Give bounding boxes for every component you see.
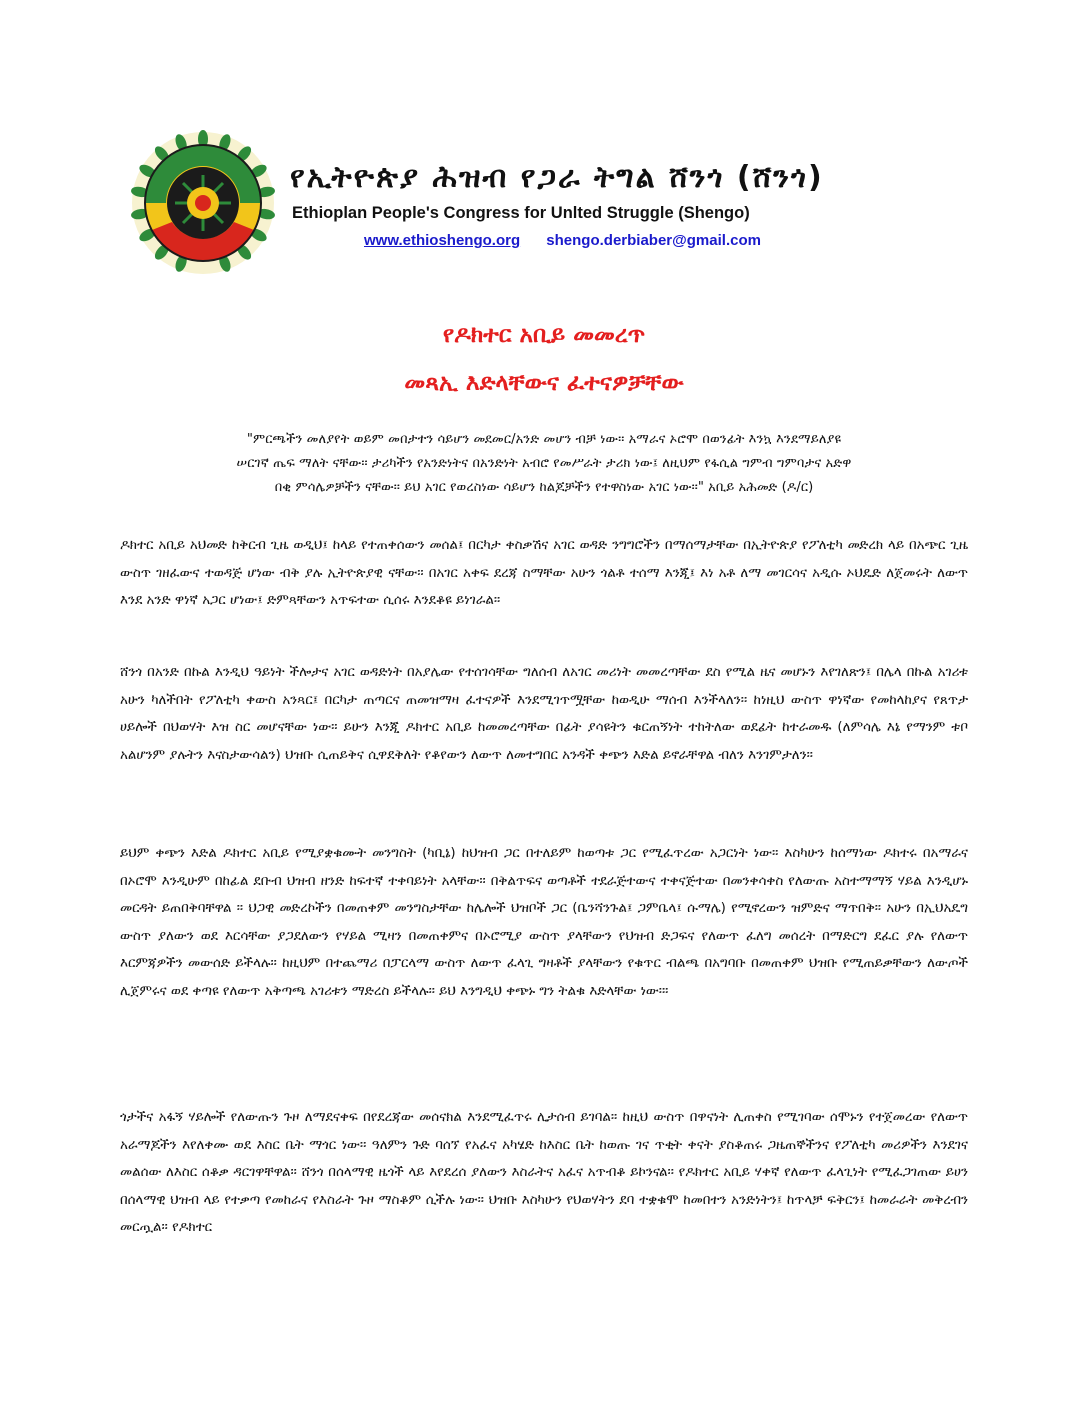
quote-line: በቂ ምሳሌዎቻችን ናቸው፡፡ ይህ አገር የወረስነው ሳይሆን ከልጆቻችን የተዋስነው አገር ነው፡፡" አቢይ አሕመድ (ዶ/ር) (274, 480, 814, 495)
quote-line: "ምርጫችን መለያየት ወይም መበታተን ሳይሆን መደመር/አንድ መሆን ብቻ ነው፡፡ አማራና ኦሮሞ በወንፊት እንኳ እንደማይለያዩ (246, 432, 842, 447)
website-link[interactable]: www.ethioshengo.org (364, 232, 521, 249)
body-paragraph: ሸንጎ በአንድ በኩል እንዲህ ዓይነት ችሎታና አገር ወዳድነት በአያሌው የተሰገሳቸው ግለሰብ ለአገር መሪነት መመረጣቸው ደስ የሚል ዜና መሆኑን እየገለጽን፤ በሌላ በኩል አገሪቱ አሁን ካለችበት የፖለቲካ ቀውስ አንጻር፤ በርካታ ጠጣርና ጠመዝማዛ ፈተናዎች እንደሚገጥሟቸው ከወዲሁ ማሰብ እንችላለን፡፡ ከነዚህ ውስጥ ዋነኛው የመከላከያና የጸጥታ ሀይሎች በህወሃት እዝ ስር መሆናቸው ነው፡፡ ይሁን እንጂ ዶክተር አቢይ ከመመረጣቸው በፊት ያሳዩትን ቁርጠኝነት ተከትለው ወደፊት ከተራመዱ (ለምሳሌ እኔ የማንም ቱቦ አልሆንም ያሉትን እናስታውሳልን) ህዝቡ ሲጠይቅና ሲዋደቅለት የቆየውን ለውጥ ለመተግበር አንዳች ቀጭን እድል ይኖራቸዋል ብለን እንገምታለን፡፡ (120, 665, 968, 763)
org-name-amharic: የኢትዮጵያ ሕዝብ የጋራ ትግል ሸንጎ (ሸንጎ) (290, 160, 824, 195)
article-title: የዶክተር አቢይ መመረጥ (442, 322, 646, 348)
email-link[interactable]: shengo.derbiaber@gmail.com (546, 232, 761, 249)
body-paragraph: ይህም ቀጭን እድል ዶክተር አቢይ የሚያቋቁሙት መንግስት (ካቢኔ) ከህዝብ ጋር በተለይም ከወጣቱ ጋር የሚፈጥረው አጋርነት ነው፡፡ እስካሁን ከሰማነው ዶክተሩ በአማራና በኦሮሞ እንዲሁም በከፊል ደቡብ ህዝብ ዘንድ ከፍተኛ ተቀባይነት አላቸው፡፡ በቅልጥፍና ወጣቶች ተደራጅተውና ተቀናጅተው በመንቀሳቀስ የለውጡ አስተማማኝ ሃይል እንዲሆኑ መርዳት ይጠበቅባቸዋል ፡፡ ህጋዊ መድረኮችን በመጠቀም መንግስታቸው ከሌሎች ህዝቦች ጋር (ቤንሻንጉል፤ ጋምቤላ፤ ሱማሌ) የሚኖረውን ዝምድና ማጥበቅ፡፡ አሁን በኢህአዴግ ውስጥ ያለውን ወደ እርሳቸው ያጋደለውን የሃይል ሚዛን በመጠቀምና በኦሮሚያ ውስጥ ያላቸውን የህዝብ ድጋፍና የለውጥ ፈለግ መሰረት በማድርግ ደፈር ያሉ የለውጥ እርምጃዎችን መውሰድ ይችላሉ፡፡ ከዚህም በተጨማሪ በፓርላማ ውስጥ ለውጥ ፈላጊ ግዛቶች ያላቸውን የቁጥር ብልጫ በአግባቡ በመጠቀም ህዝቡ የሚጠይቃቸውን ለውጦች ሊጀምሩና ወደ ቀጣዩ የለውጥ አቅጣጫ አገሪቱን ማድረስ ይችላሉ፡፡ ይህ እንግዲህ ቀጭኑ ግን ትልቁ እድላቸው ነው፡፡፡ (120, 846, 968, 999)
shengo-logo-emblem (130, 130, 276, 276)
article-subtitle: መጻኢ እድላቸውና ፈተናዎቻቸው (404, 370, 684, 396)
quote-line: ሠርገኛ ጤፍ ማለት ናቸው፡፡ ታሪካችን የአንድነትና በአንድነት አብሮ የመሥራት ታሪክ ነው፤ ለዚህም የፋሲል ግምብ ግምባታና አድዋ (236, 456, 852, 471)
org-name-english: Ethioplan People's Congress for Unlted Struggle (Shengo) (292, 204, 750, 222)
body-paragraph: ጎታችና አፋኝ ሃይሎች የለውጡን ጉዞ ለማደናቀፍ በየደረጃው መሰናክል እንደሚፈጥሩ ሊታሰብ ይገባል፡፡ ከዚህ ውስጥ በዋናነት ሊጠቀስ የሚገባው ሰሞኑን የተጀመረው የለውጥ አራማጆችን እየለቀሙ ወደ እስር ቤት ማጎር ነው፡፡ ዓለምን ጉድ ባሰኘ የአፈና አካሄድ ከእስር ቤት ከወጡ ገና ጥቂት ቀናት ያስቆጠሩ ጋዜጠኞችንና የፖለቲካ መሪዎችን እንደገና መልሰው ለእስር ሰቆቃ ዳርገዋቸዋል፡፡ ሸንጎ በሰላማዊ ዜጎች ላይ እየደረሰ ያለውን እስራትና አፈና አጥብቆ ይኮንናል፡፡ የዶክተር አቢይ ሃቀኛ የለውጥ ፈላጊነት የሚፈጋገጠው ይሀን በሰላማዊ ህዝብ ላይ የተቃጣ የመከራና የእስራት ጉዞ ማስቆም ሲችሉ ነው፡፡ ህዝቡ እስካሁን የህወሃትን ደባ ተቋቁሞ ከመበተን አንድነትን፤ ከጥላቻ ፍቅርን፤ ከመራራት መቅረብን መርጧል፡፡ የዶክተር (120, 1110, 968, 1236)
opening-quote (130, 428, 958, 500)
body-paragraph: ዶክተር አቢይ አህመድ ከቅርብ ጊዜ ወዲህ፤ ከላይ የተጠቀሰውን መሰል፤ በርካታ ቀስቃሽና አገር ወዳድ ንግግሮችን በማሰማታቸው በኢትዮጵያ የፖለቲካ መድረክ ላይ በአጭር ጊዜ ውስጥ ገዘፈውና ተወዳጅ ሆነው ብቅ ያሉ ኢትዮጵያዊ ናቸው፡፡ በአገር አቀፍ ደረጃ ስማቸው አሁን ጎልቶ ተሰማ እንጂ፤ እነ አቶ ለማ መገርሳና አዲሱ ኦህዴድ ለጀመሩት ለውጥ እንደ አንድ ዋነኛ አጋር ሆነው፤ ድምጻቸውን አጥፍተው ሲሰሩ እንደቆዩ ይነገራል፡፡ (120, 538, 968, 609)
contact-links (364, 232, 761, 249)
